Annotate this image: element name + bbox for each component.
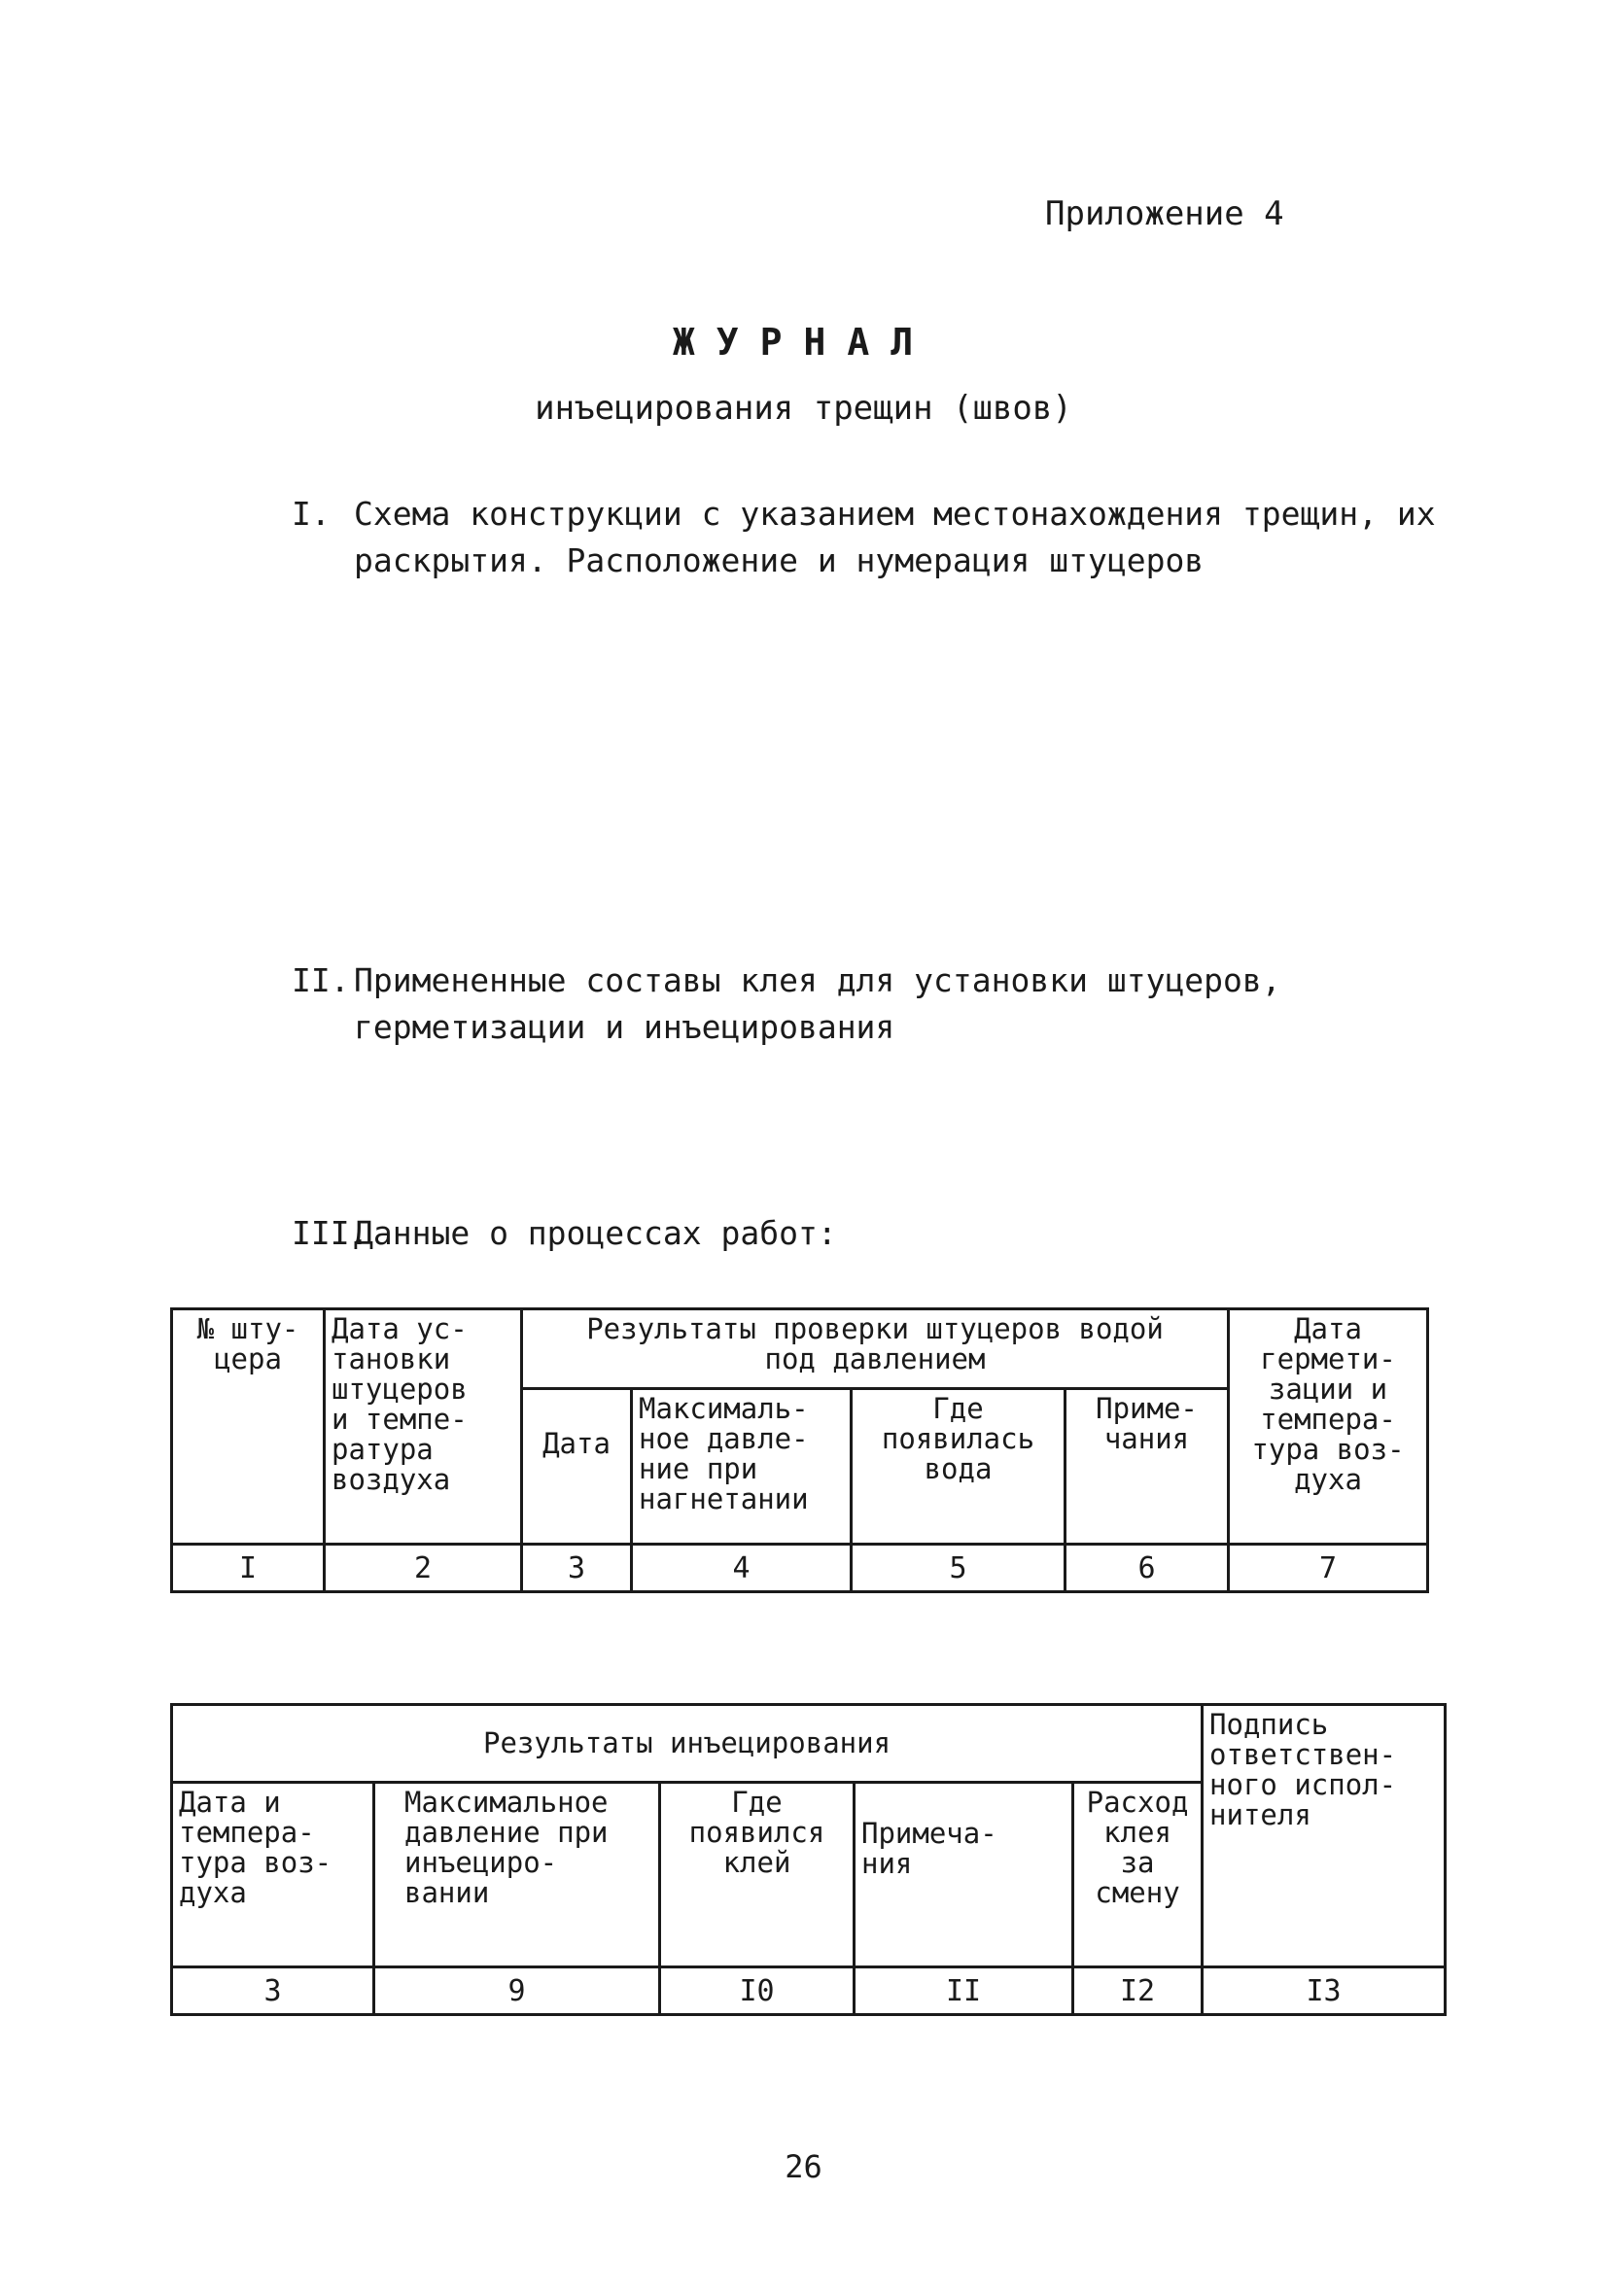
col-number: 4: [632, 1545, 852, 1592]
col-number: 3: [172, 1967, 374, 2015]
col-number: I2: [1073, 1967, 1203, 2015]
group-injection-results: Результаты инъецирования: [172, 1705, 1203, 1783]
page-number: 26: [785, 2148, 822, 2185]
col-check-notes: Приме- чания: [1066, 1389, 1229, 1545]
document-title: ЖУРНАЛ: [672, 321, 935, 364]
col-number: 7: [1229, 1545, 1428, 1592]
col-number: 9: [374, 1967, 660, 2015]
group-water-check: Результаты проверки штуцеров водой под давлением: [522, 1309, 1229, 1389]
section-text: Примененные составы клея для установки штуцеров, герметизации и инъецирования: [354, 961, 1281, 1046]
section-text: Схема конструкции с указанием местонахождения трещин, их раскрытия. Расположение и нумерация штуцеров: [354, 495, 1436, 579]
col-glue-consumption: Расход клея за смену: [1073, 1783, 1203, 1967]
col-number: I3: [1203, 1967, 1446, 2015]
col-where-glue-appeared: Где появился клей: [660, 1783, 855, 1967]
section-text: Данные о процессах работ:: [354, 1214, 837, 1252]
col-max-injection-pressure: Максимальное давление при инъециро- вании: [374, 1783, 660, 1967]
section-3: [292, 1210, 1439, 1257]
col-responsible-signature: Подпись ответствен- ного испол- нителя: [1203, 1705, 1446, 1967]
col-check-date: Дата: [522, 1389, 632, 1545]
section-1: [292, 491, 1439, 584]
col-date-air-temperature: Дата и темпера- тура воз- духа: [172, 1783, 374, 1967]
section-2: [292, 957, 1439, 1051]
col-where-water-appeared: Где появилась вода: [852, 1389, 1066, 1545]
col-number: I0: [660, 1967, 855, 2015]
injection-results-table: [170, 1703, 1447, 2016]
col-fitting-number: № шту- цера: [172, 1309, 325, 1545]
col-sealing-date-temperature: Дата гермети- зации и темпера- тура воз- духа: [1229, 1309, 1428, 1545]
appendix-label: Приложение 4: [1045, 194, 1284, 233]
document-subtitle: инъецирования трещин (швов): [535, 389, 1072, 428]
col-number: I: [172, 1545, 325, 1592]
section-number: II.: [292, 961, 350, 999]
section-number: III.: [292, 1214, 369, 1252]
section-number: I.: [292, 495, 331, 533]
col-number: 2: [325, 1545, 522, 1592]
fittings-check-table: [170, 1307, 1429, 1593]
col-number: 6: [1066, 1545, 1229, 1592]
col-install-date-temperature: Дата ус- тановки штуцеров и темпе- ратура воздуха: [325, 1309, 522, 1545]
col-max-injection-pressure: Максималь- ное давле- ние при нагнетании: [632, 1389, 852, 1545]
col-number: 3: [522, 1545, 632, 1592]
col-number: II: [855, 1967, 1073, 2015]
col-injection-notes: Примеча- ния: [855, 1783, 1073, 1967]
col-number: 5: [852, 1545, 1066, 1592]
